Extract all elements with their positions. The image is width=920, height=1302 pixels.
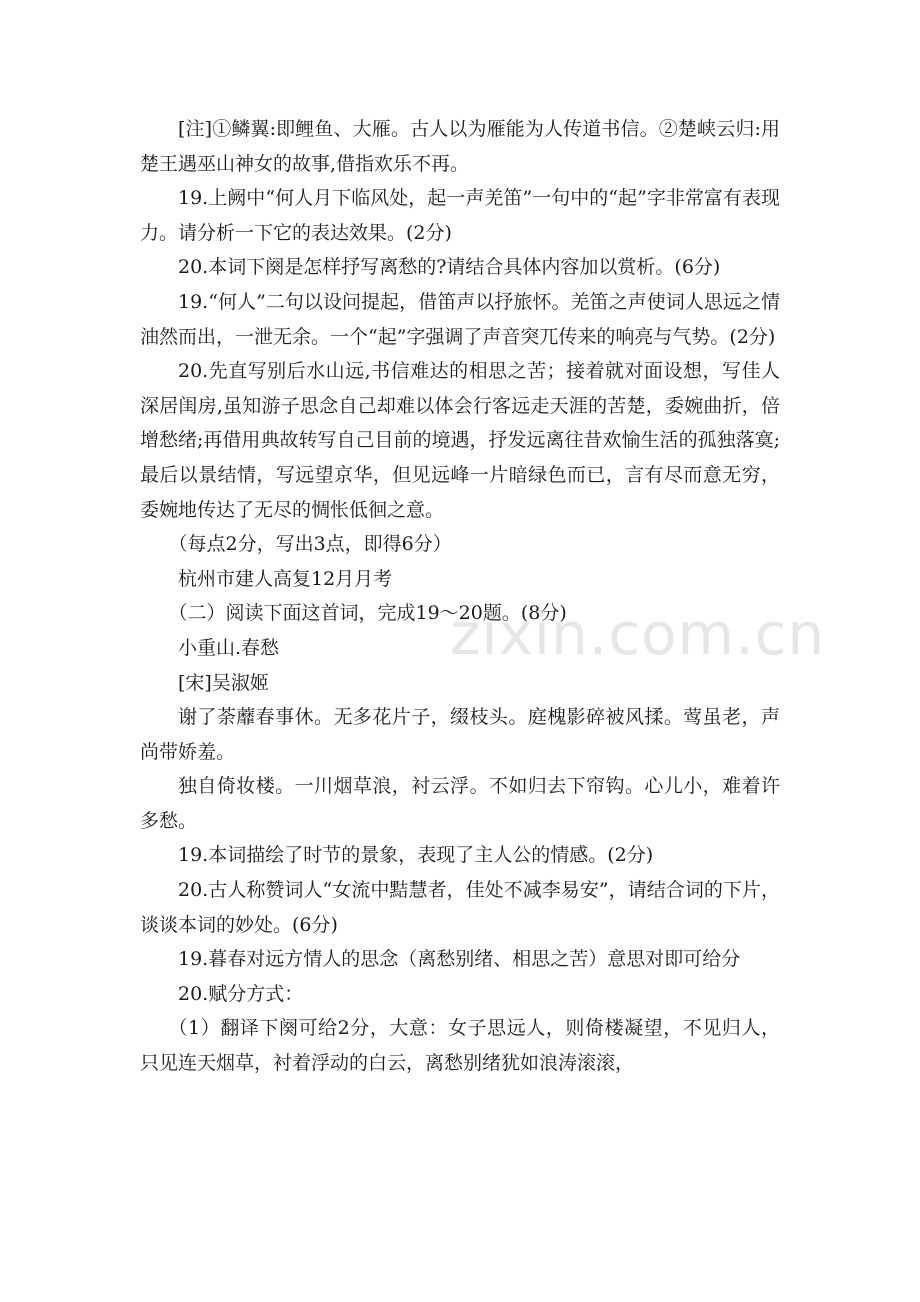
- answer-20: 20.先直写别后水山远,书信难达的相思之苦；接着就对面设想，写佳人深居闺房,虽知游子思念自己却难以体会行客远走天涯的苦楚，委婉曲折，倍增愁绪;再借用典故转写自己目前的境遇，抒发远离往昔欢愉生活的孤独落寞;最后以景结情，写远望京华，但见远峰一片暗绿色而已，言有尽而意无穷，委婉地传达了无尽的惆怅低徊之意。: [140, 360, 780, 521]
- poem-stanza-1: 谢了荼蘼春事休。无多花片子，缀枝头。庭槐影碎被风揉。莺虽老，声尚带娇羞。: [140, 706, 780, 763]
- answer-20-point-1: （1）翻译下阕可给2分，大意：女子思远人，则倚楼凝望，不见归人，只见连天烟草，衬着浮动的白云，离愁别绪犹如浪涛滚滚，: [140, 1017, 780, 1075]
- exam-source: 杭州市建人高复12月月考: [178, 567, 393, 590]
- document-body: [140, 112, 780, 1081]
- question-19-upper: 19.上阙中“何人月下临风处，起一声羌笛”一句中的“起”字非常富有表现力。请分析一下它的表达效果。(2分): [140, 187, 780, 244]
- site-watermark: zixin.com.cn: [450, 600, 826, 668]
- section-instruction: （二）阅读下面这首词，完成19～20题。(8分): [168, 602, 567, 625]
- scoring-note: （每点2分，写出3点，即得6分）: [168, 533, 452, 556]
- answer-19: 19.“何人”二句以设问提起，借笛声以抒旅怀。羌笛之声使词人思远之情油然而出，一泄无余。一个“起”字强调了声音突兀传来的响亮与气势。(2分): [140, 290, 780, 348]
- poem-author: [宋]吴淑姬: [178, 671, 269, 694]
- poem-stanza-2: 独自倚妆楼。一川烟草浪，衬云浮。不如归去下帘钩。心儿小，难着许多愁。: [140, 775, 780, 832]
- question-19-poem: 19.本词描绘了时节的景象，表现了主人公的情感。(2分): [178, 844, 654, 867]
- question-20-poem: 20.古人称赞词人“女流中黠慧者，佳处不减李易安”，请结合词的下片，谈谈本词的妙处。(6分): [140, 879, 780, 936]
- question-20-lower: 20.本词下阕是怎样抒写离愁的?请结合具体内容加以赏析。(6分): [178, 256, 721, 279]
- annotation-note: [注]①鳞翼:即鲤鱼、大雁。古人以为雁能为人传道书信。②楚峡云归:用楚王遇巫山神女的故事,借指欢乐不再。: [140, 118, 780, 175]
- poem-title: 小重山.春愁: [178, 636, 280, 659]
- answer-20-heading: 20.赋分方式：: [178, 982, 304, 1005]
- answer-19-poem: 19.暮春对远方情人的思念（离愁别绪、相思之苦）意思对即可给分: [178, 948, 741, 971]
